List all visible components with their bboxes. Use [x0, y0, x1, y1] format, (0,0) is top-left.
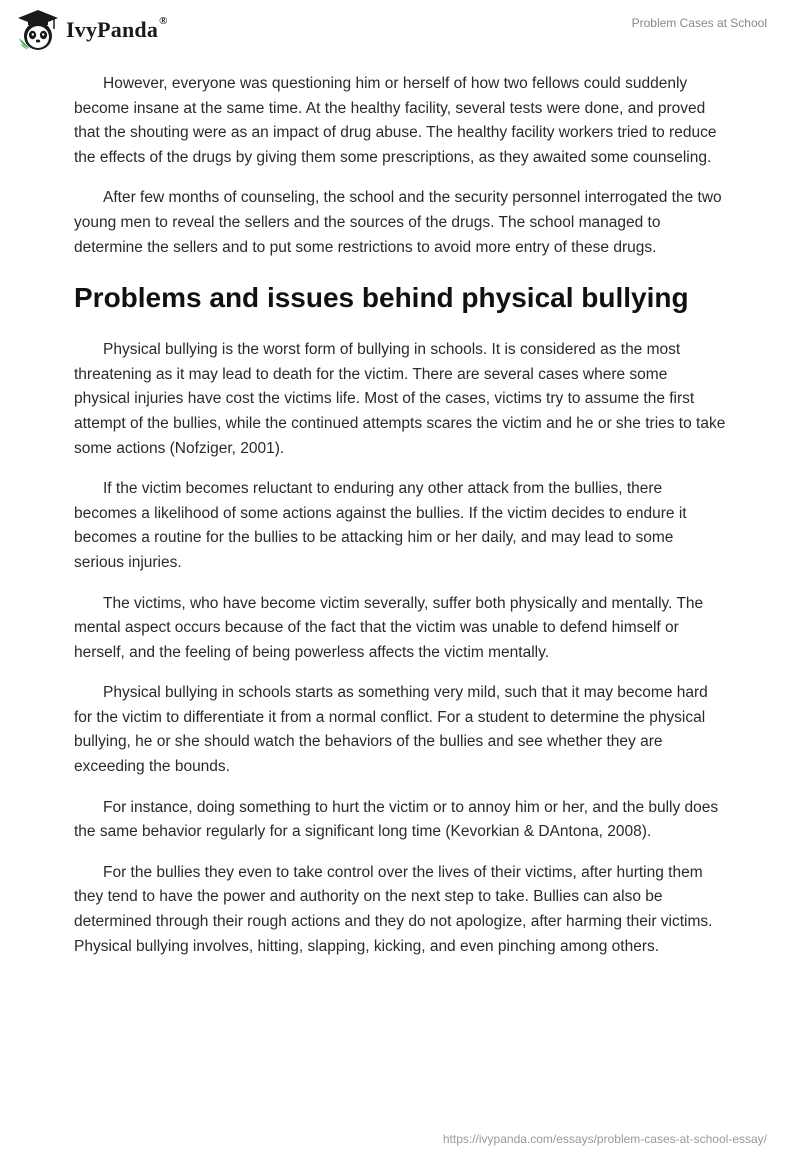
- paragraph: However, everyone was questioning him or herself of how two fellows could suddenly become insane at the same time. At the healthy facility, several tests were done, and proved that the shouting were as an impact of drug abuse. The healthy facility workers tried to reduce the effects of the drugs by giving them some prescriptions, as they awaited some counseling.: [74, 75, 717, 166]
- paragraph: Physical bullying in schools starts as something very mild, such that it may become hard for the victim to differentiate it from a normal conflict. For a student to determine the physical bullying, he or she should watch the behaviors of the bullies and see whether they are exceeding the bounds.: [74, 684, 708, 776]
- paragraph: For the bullies they even to take control over the lives of their victims, after hurting them they tend to have the power and authority on the next step to take. Bullies can also be determined through their rough actions and they do not apologize, after harming their victims. Physical bullying involves, hitting, slapping, kicking, and even pinching among others.: [74, 863, 713, 955]
- paragraph: The victims, who have become victim severally, suffer both physically and mentally. The mental aspect occurs because of the fact that the victim was unable to defend himself or herself, and the feeling of being powerless affects the victim mentally.: [74, 594, 704, 661]
- page-header: [0, 0, 800, 60]
- brand-label: IvyPanda: [66, 17, 159, 42]
- brand-name: [66, 17, 168, 43]
- paragraph: If the victim becomes reluctant to enduring any other attack from the bullies, there becomes a likelihood of some actions against the bullies. If the victim decides to endure it becomes a routine for the bullies to be attacking him or her daily, and may lead to some serious injuries.: [74, 480, 687, 571]
- ivypanda-logo[interactable]: [16, 8, 168, 52]
- paragraph: Physical bullying is the worst form of bullying in schools. It is considered as the most threatening as it may lead to death for the victim. There are several cases where some physical injuries have cost the victims life. Most of the cases, victims try to assume the first attempt of the bullies, while the continued attempts scares the victim and he or she tries to take some actions (Nofziger, 2001).: [74, 341, 726, 457]
- registered-mark: ®: [159, 15, 168, 27]
- panda-graduate-icon: [16, 8, 60, 52]
- paragraph: After few months of counseling, the school and the security personnel interrogated the two young men to reveal the sellers and the sources of the drugs. The school managed to determine the sellers and to put some restrictions to avoid more entry of these drugs.: [74, 189, 722, 256]
- section-heading: Problems and issues behind physical bullying: [74, 282, 689, 314]
- source-url[interactable]: https://ivypanda.com/essays/problem-cases-at-school-essay/: [442, 1132, 767, 1146]
- essay-content: [74, 72, 726, 975]
- paragraph: For instance, doing something to hurt the victim or to annoy him or her, and the bully does the same behavior regularly for a significant long time (Kevorkian & DAntona, 2008).: [74, 798, 719, 841]
- document-title: Problem Cases at School: [631, 16, 767, 30]
